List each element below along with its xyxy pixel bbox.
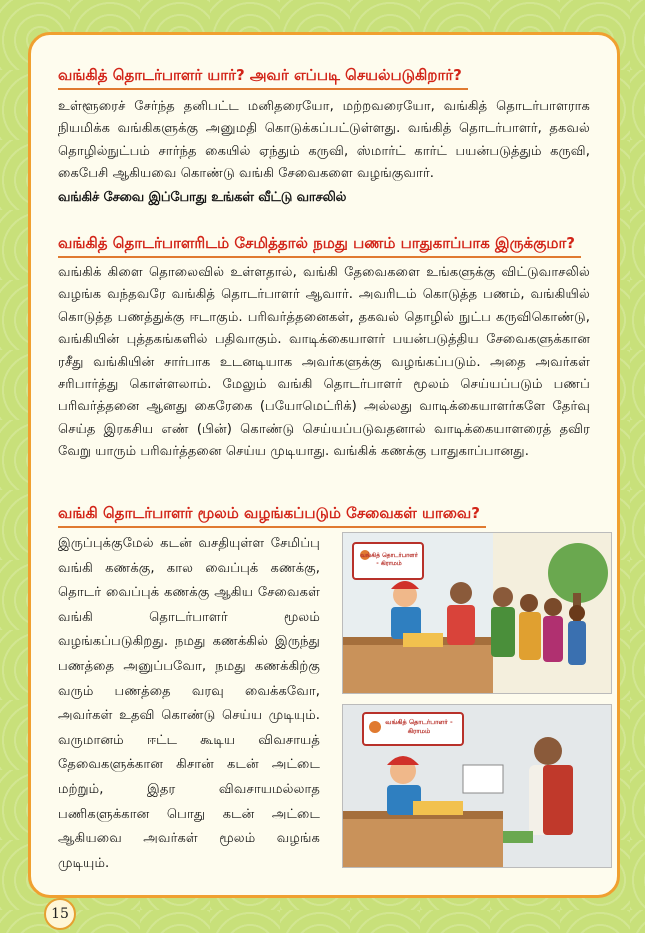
illustration-sign-2: வங்கித் தொடர்பாளர் - கிராமம் [385, 718, 453, 735]
illustration-sign-1: வங்கித் தொடர்பாளர் - கிராமம் [360, 552, 418, 567]
section-paragraph-services: இருப்புக்குமேல் கடன் வசதியுள்ள சேமிப்பு வங்கி கணக்கு, கால வைப்புக் கணக்கு, தொடர் வைப்புக் கணக்கு ஆகிய சேவைகள் வங்கி தொடர்பாளர் மூலம் வழங்கப்படுகிறது. நமது கணக்கில் இருந்து பணத்தை அனுப்பவோ, நமது கணக்கிற்கு வரும் பணத்தை வரவு வைக்கவோ, அவர்கள் உதவி கொண்டு செய்ய முடியும். வருமானம் ஈட்ட கூடிய விவசாயத் தேவைகளுக்கான கிசான் கடன் அட்டை மற்றும், இதர விவசாயமல்லாத பணிகளுக்கான பொது கடன் அட்டை ஆகியவை அவர்கள் மூலம் வழங்க முடியும். [58, 536, 320, 871]
section-paragraph-safety: வங்கிக் கிளை தொலைவில் உள்ளதால், வங்கி தேவைகளை உங்களுக்கு விட்டுவாசலில் வழங்க வந்தவரே வங்கித் தொடர்பாளர் ஆவார். அவரிடம் கொடுத்த பணம், வங்கியில் கொடுத்த பணத்துக்கு ஈடாகும். பரிவர்த்தனைகள், தகவல் தொழில் நுட்ப கருவிகொண்டு, வங்கியின் புத்தகங்களில் பதிவாகும். வாடிக்கையாளர் பயன்படுத்திய சேவைகளுக்கான ரசீது வங்கியின் சார்பாக உடனடியாக அவர்களுக்கு வழங்கப்படும். அதை அவர்கள் சரிபார்த்து கொள்ளலாம். மேலும் வங்கி தொடர்பாளர் மூலம் செய்யப்படும் பணப் பரிவர்த்தனை ஆனது கைரேகை (பயோமெட்ரிக்) அல்லது வாடிக்கையாளர்களே தேர்வு செய்த இரகசிய எண் (பின்) கொண்டு செய்யப்படுவதனால் வாடிக்கையாளரைத் தவிர வேறு யாரும் பரிவர்த்தனை செய்ய முடியாது. வங்கிக் கணக்கு பாதுகாப்பானது. [58, 265, 590, 460]
section-heading-who: வங்கித் தொடர்பாளர் யார்? அவர் எப்படி செயல்படுகிறார்? [58, 66, 462, 84]
section-paragraph-who: உள்ளூரைச் சேர்ந்த தனிபட்ட மனிதரையோ, மற்றவரையோ, வங்கித் தொடர்பாளராக நியமிக்க வங்கிகளுக்கு அனுமதி கொடுக்கப்பட்டுள்ளது. வங்கித் தொடர்பாளர், தகவல் தொழில்நுட்பம் சார்ந்த கையில் ஏந்தும் கருவி, ஸ்மார்ட் கார்ட் பயன்படுத்தும் கருவி, கைபேசி ஆகியவை கொண்டு வங்கி சேவைகளை வழங்குவார். [58, 99, 590, 182]
subline-doorstep: வங்கிச் சேவை இப்போது உங்கள் வீட்டு வாசலில் [58, 190, 347, 205]
section-heading-services: வங்கி தொடர்பாளர் மூலம் வழங்கப்படும் சேவைகள் யாவை? [58, 504, 480, 522]
section-heading-safety: வங்கித் தொடர்பாளரிடம் சேமித்தால் நமது பணம் பாதுகாப்பாக இருக்குமா? [58, 234, 575, 252]
page-number: 15 [44, 898, 76, 930]
